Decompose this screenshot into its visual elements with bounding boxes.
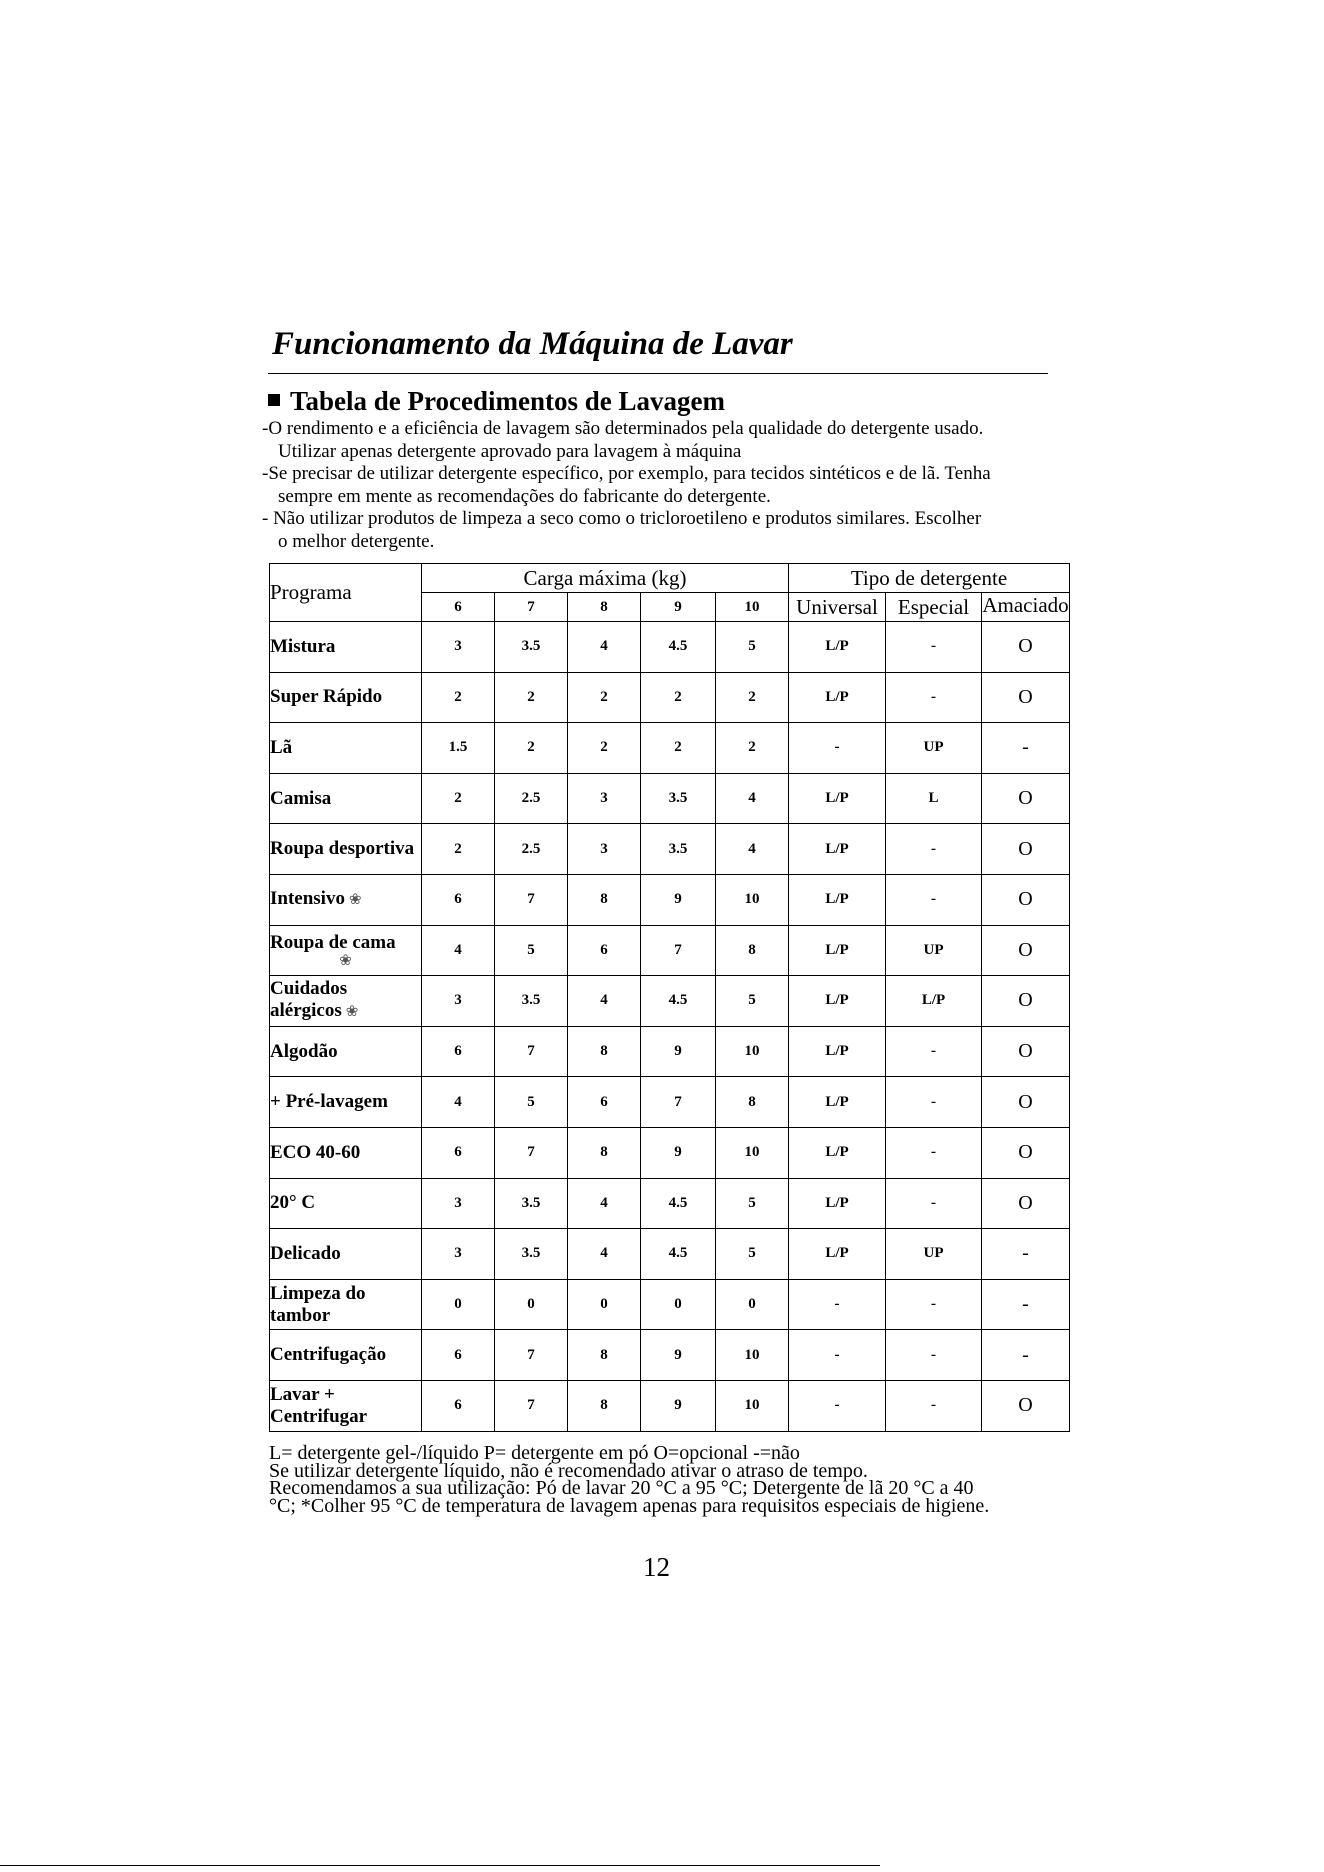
table-row bbox=[270, 874, 1070, 925]
program-name: Centrifugação bbox=[270, 1344, 387, 1366]
universal-detergent-cell: - bbox=[789, 1330, 886, 1381]
load-value-cell: 2.5 bbox=[495, 824, 568, 875]
load-value-cell: 4 bbox=[422, 1077, 495, 1128]
universal-detergent-cell: L/P bbox=[789, 1026, 886, 1077]
load-value-cell: 4 bbox=[422, 925, 495, 976]
program-name: Roupa de cama bbox=[270, 932, 396, 954]
universal-detergent-cell: L/P bbox=[789, 976, 886, 1027]
load-value-cell: 5 bbox=[495, 925, 568, 976]
load-value-cell: 5 bbox=[716, 976, 789, 1027]
table-row bbox=[270, 773, 1070, 824]
especial-detergent-cell: - bbox=[886, 824, 982, 875]
load-value-cell: 7 bbox=[495, 1127, 568, 1178]
load-value-cell: 2 bbox=[422, 824, 495, 875]
bottom-divider bbox=[0, 1865, 880, 1866]
table-row bbox=[270, 622, 1070, 673]
load-value-cell: 7 bbox=[641, 1077, 716, 1128]
program-name: Limpeza do tambor bbox=[270, 1282, 366, 1326]
load-value-cell: 2 bbox=[495, 723, 568, 774]
load-value-cell: 9 bbox=[641, 1026, 716, 1077]
table-row bbox=[270, 1077, 1070, 1128]
program-name: + Pré-lavagem bbox=[270, 1091, 388, 1113]
table-row bbox=[270, 1127, 1070, 1178]
program-name-cell bbox=[270, 672, 422, 723]
load-value-cell: 5 bbox=[716, 1229, 789, 1280]
especial-column-header: Especial bbox=[886, 593, 982, 622]
detergent-type-header: Tipo de detergente bbox=[789, 564, 1070, 593]
especial-detergent-cell: - bbox=[886, 622, 982, 673]
square-bullet-icon bbox=[268, 394, 280, 406]
load-value-cell: 3.5 bbox=[495, 976, 568, 1027]
program-name: Algodão bbox=[270, 1040, 338, 1062]
amaciado-cell: - bbox=[982, 1330, 1070, 1381]
program-name: Lavar + Centrifugar bbox=[270, 1383, 368, 1427]
amaciado-cell: O bbox=[982, 1178, 1070, 1229]
table-row bbox=[270, 1026, 1070, 1077]
especial-detergent-cell: UP bbox=[886, 925, 982, 976]
section-heading bbox=[268, 386, 725, 417]
load-value-cell: 6 bbox=[422, 874, 495, 925]
program-name-cell bbox=[270, 1330, 422, 1381]
especial-detergent-cell: L bbox=[886, 773, 982, 824]
amaciado-cell: - bbox=[982, 723, 1070, 774]
load-value-cell: 10 bbox=[716, 1330, 789, 1381]
load-value-cell: 8 bbox=[716, 1077, 789, 1128]
intro-line: sempre em mente as recomendações do fabricante do detergente. bbox=[278, 485, 771, 507]
universal-detergent-cell: L/P bbox=[789, 1178, 886, 1229]
allergy-care-icon: ❀ bbox=[339, 953, 352, 970]
program-name: Roupa desportiva bbox=[270, 838, 415, 860]
load-value-cell: 9 bbox=[641, 874, 716, 925]
page-number: 12 bbox=[643, 1552, 670, 1582]
program-name-cell bbox=[270, 1127, 422, 1178]
especial-detergent-cell: L/P bbox=[886, 976, 982, 1027]
load-value-cell: 9 bbox=[641, 1380, 716, 1431]
load-value-cell: 6 bbox=[568, 1077, 641, 1128]
especial-detergent-cell: - bbox=[886, 1026, 982, 1077]
intro-line: o melhor detergente. bbox=[278, 530, 435, 552]
amaciado-cell: O bbox=[982, 773, 1070, 824]
universal-detergent-cell: L/P bbox=[789, 824, 886, 875]
amaciado-cell: O bbox=[982, 672, 1070, 723]
load-value-cell: 3.5 bbox=[641, 773, 716, 824]
universal-detergent-cell: - bbox=[789, 1380, 886, 1431]
footnote-line: L= detergente gel-/líquido P= detergente em pó O=opcional -=não bbox=[269, 1442, 800, 1464]
program-name: 20° C bbox=[270, 1192, 316, 1214]
amaciado-cell: O bbox=[982, 874, 1070, 925]
load-value-cell: 4 bbox=[716, 824, 789, 875]
intro-line: Utilizar apenas detergente aprovado para lavagem à máquina bbox=[278, 440, 742, 462]
load-value-cell: 0 bbox=[641, 1279, 716, 1330]
allergy-care-icon: ❀ bbox=[345, 1004, 359, 1021]
especial-detergent-cell: - bbox=[886, 1279, 982, 1330]
load-value-cell: 9 bbox=[641, 1330, 716, 1381]
amaciado-cell: O bbox=[982, 925, 1070, 976]
load-value-cell: 3.5 bbox=[641, 824, 716, 875]
program-name-cell bbox=[270, 723, 422, 774]
program-name: Cuidados alérgicos bbox=[270, 978, 348, 1022]
table-row bbox=[270, 976, 1070, 1027]
especial-detergent-cell: - bbox=[886, 1178, 982, 1229]
program-name: Mistura bbox=[270, 635, 336, 657]
load-value-cell: 6 bbox=[422, 1330, 495, 1381]
program-column-header: Programa bbox=[270, 564, 422, 622]
program-name-cell bbox=[270, 773, 422, 824]
load-value-cell: 2 bbox=[641, 672, 716, 723]
amaciado-cell: - bbox=[982, 1279, 1070, 1330]
table-row bbox=[270, 1178, 1070, 1229]
universal-column-header: Universal bbox=[789, 593, 886, 622]
load-value-cell: 0 bbox=[495, 1279, 568, 1330]
load-value-cell: 1.5 bbox=[422, 723, 495, 774]
program-name-cell bbox=[270, 1026, 422, 1077]
amaciado-cell: O bbox=[982, 1380, 1070, 1431]
universal-detergent-cell: L/P bbox=[789, 1077, 886, 1128]
amaciado-cell: O bbox=[982, 824, 1070, 875]
amaciado-cell: O bbox=[982, 976, 1070, 1027]
load-value-cell: 4.5 bbox=[641, 622, 716, 673]
load-value-cell: 3.5 bbox=[495, 1229, 568, 1280]
load-value-cell: 8 bbox=[568, 1380, 641, 1431]
program-name-cell bbox=[270, 874, 422, 925]
program-name: Camisa bbox=[270, 787, 332, 809]
load-value-cell: 4 bbox=[568, 622, 641, 673]
load-value-cell: 7 bbox=[641, 925, 716, 976]
load-value-cell: 5 bbox=[495, 1077, 568, 1128]
load-value-cell: 4.5 bbox=[641, 1229, 716, 1280]
load-value-cell: 2 bbox=[716, 723, 789, 774]
load-value-cell: 7 bbox=[495, 1026, 568, 1077]
load-value-cell: 10 bbox=[716, 1127, 789, 1178]
program-name: ECO 40-60 bbox=[270, 1141, 361, 1163]
load-value-cell: 4 bbox=[568, 1178, 641, 1229]
load-column-header: 9 bbox=[641, 593, 716, 622]
load-value-cell: 10 bbox=[716, 874, 789, 925]
universal-detergent-cell: - bbox=[789, 723, 886, 774]
load-value-cell: 8 bbox=[568, 1026, 641, 1077]
load-value-cell: 8 bbox=[716, 925, 789, 976]
load-value-cell: 4.5 bbox=[641, 976, 716, 1027]
universal-detergent-cell: L/P bbox=[789, 874, 886, 925]
load-value-cell: 0 bbox=[716, 1279, 789, 1330]
load-value-cell: 3 bbox=[422, 1178, 495, 1229]
load-value-cell: 3 bbox=[568, 824, 641, 875]
program-name: Lã bbox=[270, 736, 293, 758]
program-name-cell bbox=[270, 1380, 422, 1431]
amaciado-cell: O bbox=[982, 1127, 1070, 1178]
load-value-cell: 3 bbox=[422, 976, 495, 1027]
especial-detergent-cell: - bbox=[886, 1077, 982, 1128]
load-value-cell: 4 bbox=[568, 976, 641, 1027]
load-column-header: 8 bbox=[568, 593, 641, 622]
amaciado-column-header: Amaciado bbox=[982, 593, 1070, 622]
especial-detergent-cell: UP bbox=[886, 1229, 982, 1280]
program-name-cell bbox=[270, 622, 422, 673]
footnote-line: °C; *Colher 95 °C de temperatura de lavagem apenas para requisitos especiais de higiene. bbox=[269, 1494, 990, 1517]
load-value-cell: 3.5 bbox=[495, 1178, 568, 1229]
especial-detergent-cell: - bbox=[886, 1380, 982, 1431]
program-name-cell bbox=[270, 976, 422, 1027]
universal-detergent-cell: L/P bbox=[789, 1229, 886, 1280]
intro-line: - Não utilizar produtos de limpeza a seco como o tricloroetileno e produtos similares. Escolher bbox=[262, 508, 982, 529]
program-name-cell bbox=[270, 1229, 422, 1280]
program-name-cell bbox=[270, 1279, 422, 1330]
load-value-cell: 5 bbox=[716, 1178, 789, 1229]
program-name-cell bbox=[270, 1077, 422, 1128]
allergy-care-icon: ❀ bbox=[348, 892, 362, 909]
load-value-cell: 2 bbox=[568, 672, 641, 723]
load-value-cell: 9 bbox=[641, 1127, 716, 1178]
universal-detergent-cell: L/P bbox=[789, 925, 886, 976]
load-value-cell: 3.5 bbox=[495, 622, 568, 673]
load-value-cell: 2 bbox=[422, 672, 495, 723]
load-value-cell: 8 bbox=[568, 1127, 641, 1178]
load-value-cell: 5 bbox=[716, 622, 789, 673]
load-value-cell: 2 bbox=[495, 672, 568, 723]
footnote-line: Se utilizar detergente líquido, não é recomendado ativar o atraso de tempo. bbox=[269, 1459, 868, 1482]
table-row bbox=[270, 1279, 1070, 1330]
universal-detergent-cell: L/P bbox=[789, 1127, 886, 1178]
load-value-cell: 2 bbox=[422, 773, 495, 824]
load-value-cell: 2 bbox=[641, 723, 716, 774]
load-value-cell: 3 bbox=[422, 622, 495, 673]
load-column-header: 7 bbox=[495, 593, 568, 622]
table-footnote bbox=[269, 1442, 1089, 1517]
program-name: Delicado bbox=[270, 1242, 341, 1264]
load-value-cell: 3 bbox=[568, 773, 641, 824]
load-value-cell: 7 bbox=[495, 1380, 568, 1431]
program-name-cell bbox=[270, 1178, 422, 1229]
load-value-cell: 10 bbox=[716, 1380, 789, 1431]
washing-procedures-table bbox=[269, 563, 1070, 1432]
program-name-cell bbox=[270, 824, 422, 875]
especial-detergent-cell: - bbox=[886, 672, 982, 723]
load-value-cell: 8 bbox=[568, 1330, 641, 1381]
intro-paragraphs bbox=[262, 418, 1092, 553]
load-value-cell: 6 bbox=[422, 1127, 495, 1178]
load-column-header: 10 bbox=[716, 593, 789, 622]
table-row bbox=[270, 1380, 1070, 1431]
universal-detergent-cell: L/P bbox=[789, 622, 886, 673]
intro-line: -O rendimento e a eficiência de lavagem são determinados pela qualidade do detergente usado. bbox=[262, 418, 984, 439]
program-name: Intensivo bbox=[270, 888, 345, 910]
amaciado-cell: O bbox=[982, 1026, 1070, 1077]
load-value-cell: 2 bbox=[568, 723, 641, 774]
universal-detergent-cell: - bbox=[789, 1279, 886, 1330]
load-value-cell: 2 bbox=[716, 672, 789, 723]
especial-detergent-cell: - bbox=[886, 1127, 982, 1178]
table-row bbox=[270, 1330, 1070, 1381]
table-row bbox=[270, 723, 1070, 774]
load-value-cell: 7 bbox=[495, 1330, 568, 1381]
load-value-cell: 4 bbox=[568, 1229, 641, 1280]
load-value-cell: 0 bbox=[568, 1279, 641, 1330]
table-row bbox=[270, 672, 1070, 723]
load-value-cell: 8 bbox=[568, 874, 641, 925]
footnote-line: Recomendamos a sua utilização: Pó de lavar 20 °C a 95 °C; Detergente de lã 20 °C a 40 bbox=[269, 1477, 974, 1499]
load-value-cell: 0 bbox=[422, 1279, 495, 1330]
load-value-cell: 3 bbox=[422, 1229, 495, 1280]
amaciado-cell: - bbox=[982, 1229, 1070, 1280]
especial-detergent-cell: UP bbox=[886, 723, 982, 774]
table-row bbox=[270, 824, 1070, 875]
load-value-cell: 2.5 bbox=[495, 773, 568, 824]
load-value-cell: 4.5 bbox=[641, 1178, 716, 1229]
section-heading-text: Tabela de Procedimentos de Lavagem bbox=[290, 386, 725, 416]
especial-detergent-cell: - bbox=[886, 874, 982, 925]
load-value-cell: 10 bbox=[716, 1026, 789, 1077]
table-row bbox=[270, 1229, 1070, 1280]
program-name-cell bbox=[270, 925, 422, 976]
load-value-cell: 4 bbox=[716, 773, 789, 824]
page-title: Funcionamento da Máquina de Lavar bbox=[272, 326, 793, 362]
amaciado-cell: O bbox=[982, 1077, 1070, 1128]
intro-line: -Se precisar de utilizar detergente específico, por exemplo, para tecidos sintéticos e de lã. Tenha bbox=[262, 463, 991, 484]
especial-detergent-cell: - bbox=[886, 1330, 982, 1381]
max-load-header: Carga máxima (kg) bbox=[422, 564, 789, 593]
load-value-cell: 6 bbox=[568, 925, 641, 976]
program-name: Super Rápido bbox=[270, 686, 383, 708]
table-row bbox=[270, 925, 1070, 976]
title-divider bbox=[268, 373, 1048, 374]
load-value-cell: 7 bbox=[495, 874, 568, 925]
load-value-cell: 6 bbox=[422, 1380, 495, 1431]
load-value-cell: 6 bbox=[422, 1026, 495, 1077]
universal-detergent-cell: L/P bbox=[789, 672, 886, 723]
amaciado-cell: O bbox=[982, 622, 1070, 673]
universal-detergent-cell: L/P bbox=[789, 773, 886, 824]
load-column-header: 6 bbox=[422, 593, 495, 622]
